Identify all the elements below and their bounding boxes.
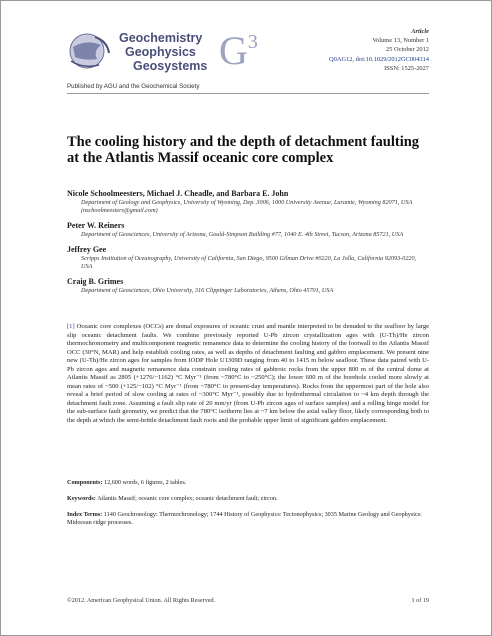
author-name: Peter W. Reiners [67,221,125,230]
author-affiliation: Department of Geosciences, Ohio University, 316 Clippinger Laboratories, Athens, Ohio 45701, USA [81,287,334,294]
journal-name-line1: Geochemistry [119,31,203,45]
author-group [67,221,429,239]
components-label: Components: [67,479,103,486]
globe-icon [67,31,113,71]
journal-header [67,27,429,89]
publication-date: 25 October 2012 [386,46,429,54]
header-divider [67,93,429,94]
article-keywords-block [67,479,429,535]
g3-logo-superscript: 3 [247,31,258,53]
components-row [67,479,429,487]
article-title: The cooling history and the depth of detachment faulting at the Atlantis Massif oceanic core complex [67,134,420,166]
author-group [67,189,429,215]
issn: ISSN: 1525-2027 [384,64,429,72]
page-number: 1 of 19 [411,597,429,604]
author-name: Nicole Schoolmeesters, Michael J. Cheadle, and Barbara E. John [67,189,289,198]
article-type-label: Article [411,28,429,35]
journal-name [119,31,207,73]
keywords-row [67,495,429,503]
authors-block [67,183,429,295]
copyright-notice: ©2012. American Geophysical Union. All Rights Reserved. [67,597,216,604]
abstract [67,323,429,425]
author-group [67,245,429,271]
author-affiliation: Department of Geosciences, University of Arizona, Gould-Simpson Building #77, 1040 E. 4th Street, Tucson, Arizona 85721, USA [81,231,404,238]
g3-logo [219,28,258,73]
volume-number: Volume 13, Number 1 [372,37,429,45]
index-terms-row [67,511,429,527]
journal-name-line2: Geophysics [125,45,196,59]
paragraph-marker: [1] [67,323,75,330]
author-name: Craig B. Grimes [67,277,124,286]
journal-name-line3: Geosystems [133,59,208,73]
keywords-value: Atlantis Massif; oceanic core complex; oceanic detachment fault; zircon. [97,495,278,502]
keywords-label: Keywords: [67,495,96,502]
doi-link[interactable]: Q0AG12, doi:10.1029/2012GC004314 [329,55,429,63]
author-affiliation: Scripps Institution of Oceanography, University of California, San Diego, 9500 Gilman Drive #0220, La Jolla, California 92093-0220, USA [81,255,417,270]
index-terms-label: Index Terms: [67,511,103,518]
components-value: 12,600 words, 6 figures, 2 tables. [103,479,187,486]
article-metadata [329,27,429,73]
author-affiliation: Department of Geology and Geophysics, University of Wyoming, Dep. 3006, 1000 University Avenue, Laramie, Wyoming 82071, USA (nschoolmeesters@gmail.com) [81,199,413,214]
abstract-text: Oceanic core complexes (OCCs) are domal exposures of oceanic crust and mantle interpreted to be denuded to the seafloor by large slip oceanic detachment faults. We combine previously reported U-Pb zircon crystallization ages with (U-Th)/He zircon thermochronometry and multicomponent magnetic remanence data to determine the cooling history of the footwall to the Atlantis Massif OCC (30°N, MAR) and help establish cooling rates, as well as depths of detachment faulting and gabbro emplacement. We present nine new (U-Th)/He zircon ages for samples from IODP Hole U1309D ranging from 40 to 1415 m below seafloor. These data paired with U-Pb zircon ages and magnetic remanence data constrain cooling rates of gabbroic rocks from the upper 800 m of the central dome at Atlantis Massif as 2895 (+1276/−1162) °C Myr⁻¹ (from ~780°C to ~250°C); the lower 600 m of the borehole cooled more slowly at mean rates of ~500 (+125/−102) °C Myr⁻¹ (from ~780°C to present-day temperatures). Rocks from the uppermost part of the hole also reveal a brief period of slow cooling at rates of ~300°C Myr⁻¹, possibly due to hydrothermal circulation to ~4 km depth through the detachment fault zone. Assuming a fault slip rate of 20 mm/yr (from U-Pb zircon ages of surface samples) and a rolling hinge model for the sub-surface fault geometry, we predict that the 780°C isotherm lies at ~7 km below the axial valley floor, likely corresponding both to the depth at which the semi-brittle detachment fault roots and the probable upper limit of significant gabbro emplacement. [67,323,430,424]
publisher-line: Published by AGU and the Geochemical Society [67,83,200,90]
author-group [67,277,429,295]
index-terms-value: 1140 Geochronology: Thermochronology; 1744 History of Geophysics: Tectonophysics; 3035 Marine Geology and Geophysics: Midocean ridge processes. [67,511,422,526]
g3-logo-letter: G [219,28,248,73]
author-name: Jeffrey Gee [67,245,107,254]
